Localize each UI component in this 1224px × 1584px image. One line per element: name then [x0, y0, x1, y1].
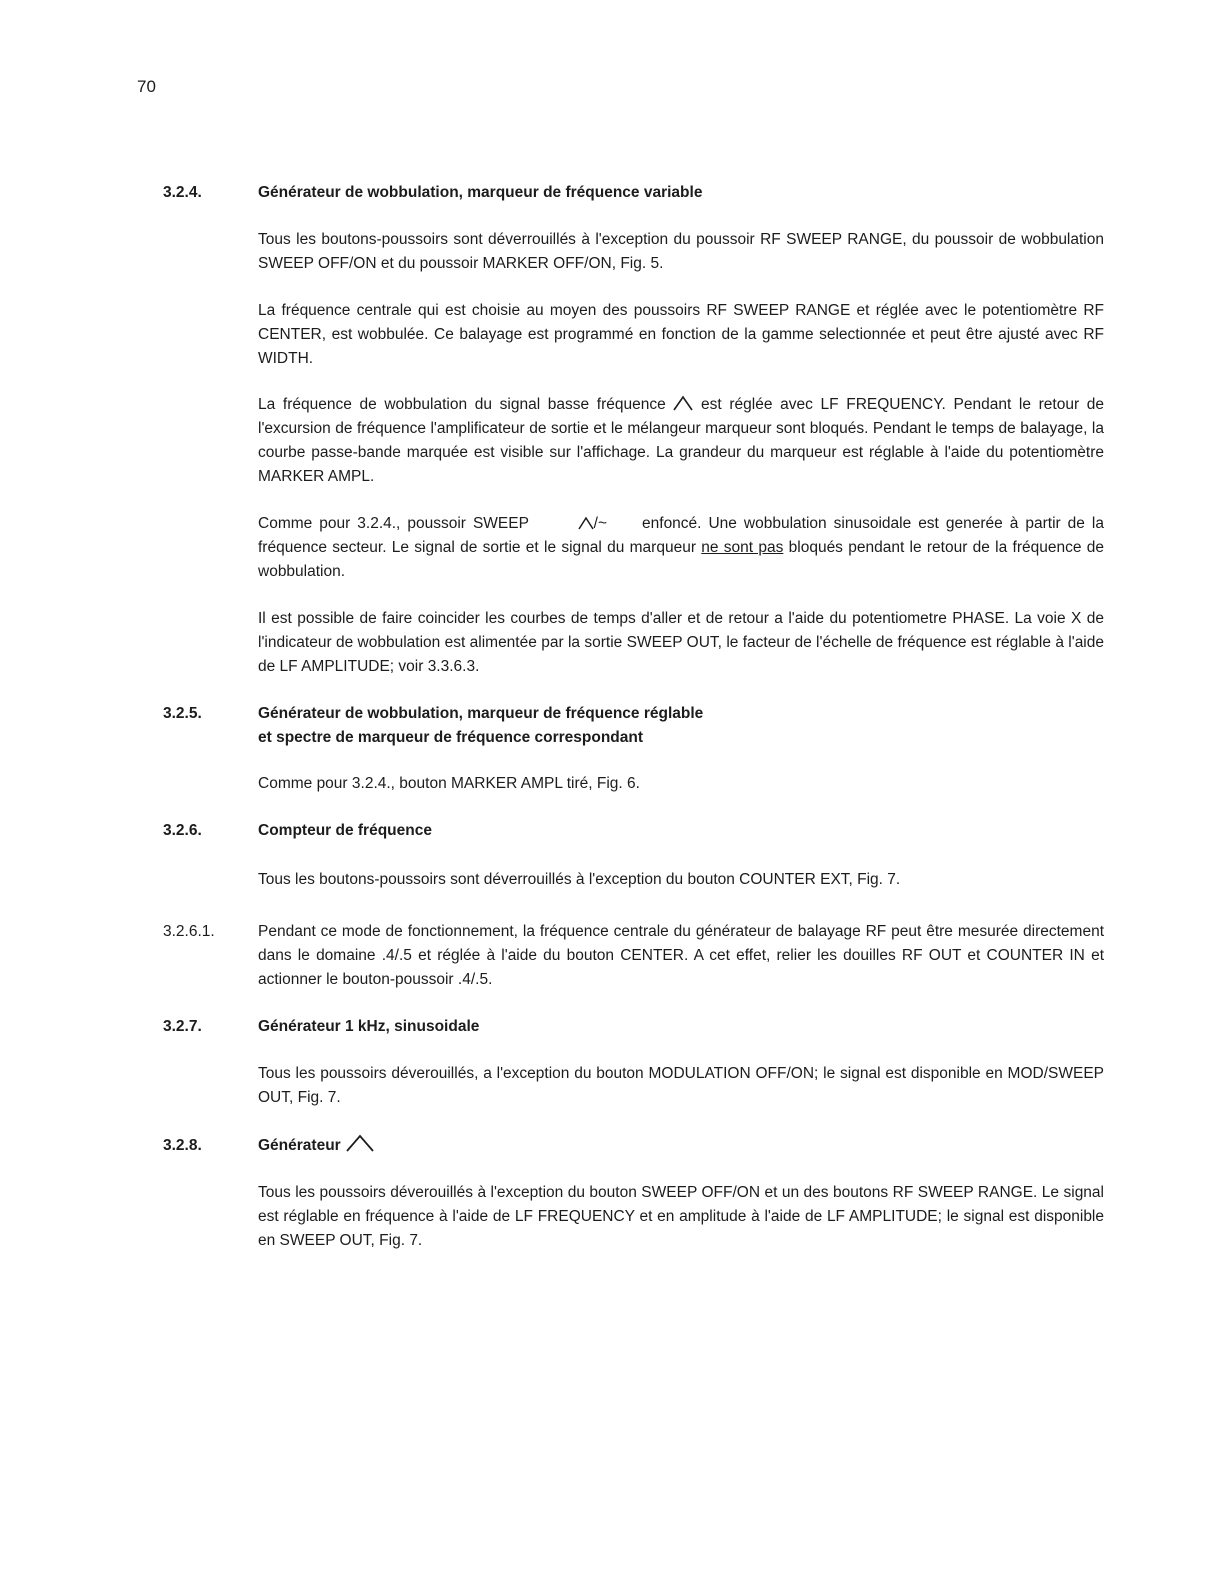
section-number-3-2-8: 3.2.8. — [163, 1137, 202, 1154]
paragraph-text: enfoncé. Une wobbulation sinusoidale est generée à partir de la fréquence secteur. Le signal de sortie et le signal du marqueur — [258, 515, 1104, 556]
paragraph-text: Comme pour 3.2.4., poussoir SWEEP — [258, 515, 529, 532]
paragraph-3-2-4-5 — [258, 607, 1104, 679]
paragraph-3-2-6-1 — [258, 868, 1104, 892]
section-number-3-2-4: 3.2.4. — [163, 184, 202, 201]
paragraph-3-2-4-1 — [258, 228, 1104, 276]
paragraph-3-2-4-2 — [258, 299, 1104, 371]
section-number-3-2-7: 3.2.7. — [163, 1018, 202, 1035]
section-title-text: Générateur — [258, 1137, 341, 1154]
section-title-3-2-6: Compteur de fréquence — [258, 822, 432, 839]
underlined-text: ne sont pas — [701, 539, 784, 556]
triangle-wave-icon — [673, 395, 693, 411]
sine-wave-symbol: /~ — [593, 515, 608, 532]
section-number-3-2-6-1: 3.2.6.1. — [163, 923, 215, 940]
paragraph-text: Comme pour 3.2.4., bouton MARKER AMPL tiré, Fig. 6. — [258, 775, 640, 792]
paragraph-text: est réglée avec LF FREQUENCY. Pendant le retour de l'excursion de fréquence l'amplificateur de sortie et le mélangeur marqueur sont bloqués. Pendant le temps de balayage, la courbe passe-bande marquée est visible sur l'affichage. La grandeur du marqueur est réglable à l'aide du potentiomètre MARKER AMPL. — [258, 396, 1104, 485]
paragraph-3-2-7-1 — [258, 1062, 1104, 1110]
page-number: 70 — [137, 77, 156, 96]
paragraph-3-2-8-1 — [258, 1181, 1104, 1253]
triangle-wave-icon — [345, 1134, 375, 1152]
section-title-3-2-4: Générateur de wobbulation, marqueur de fréquence variable — [258, 184, 703, 201]
paragraph-text: Tous les boutons-poussoirs sont déverrouillés à l'exception du bouton COUNTER EXT, Fig. 7. — [258, 871, 901, 888]
paragraph-text: Pendant ce mode de fonctionnement, la fréquence centrale du générateur de balayage RF peut être mesurée directement dans le domaine .4/.5 et réglée à l'aide du bouton CENTER. A cet effet, relier les douilles RF OUT et COUNTER IN et actionner le bouton-poussoir .4/.5. — [258, 923, 1104, 988]
paragraph-3-2-6-1-1 — [258, 920, 1104, 992]
section-number-3-2-6: 3.2.6. — [163, 822, 202, 839]
section-number-3-2-5: 3.2.5. — [163, 705, 202, 722]
section-title-3-2-5-line2: et spectre de marqueur de fréquence correspondant — [258, 729, 644, 746]
triangle-wave-icon — [578, 516, 594, 530]
paragraph-text: La fréquence centrale qui est choisie au moyen des poussoirs RF SWEEP RANGE et réglée avec le potentiomètre RF CENTER, est wobbulée. Ce balayage est programmé en fonction de la gamme selectionnée et peut être ajusté avec RF WIDTH. — [258, 302, 1104, 367]
section-title-3-2-7: Générateur 1 kHz, sinusoidale — [258, 1018, 480, 1035]
section-title-3-2-8 — [258, 1134, 375, 1158]
paragraph-text: bloqués pendant le retour de la fréquence de wobbulation. — [258, 539, 1104, 580]
paragraph-3-2-4-4 — [258, 512, 1104, 584]
paragraph-text: Tous les poussoirs déverouillés, a l'exception du bouton MODULATION OFF/ON; le signal est disponible en MOD/SWEEP OUT, Fig. 7. — [258, 1065, 1104, 1106]
section-title-3-2-5-line1: Générateur de wobbulation, marqueur de fréquence réglable — [258, 705, 704, 722]
paragraph-3-2-4-3 — [258, 393, 1104, 489]
paragraph-text: Tous les boutons-poussoirs sont déverrouillés à l'exception du poussoir RF SWEEP RANGE, du poussoir de wobbulation SWEEP OFF/ON et du poussoir MARKER OFF/ON, Fig. 5. — [258, 231, 1104, 272]
paragraph-text: Tous les poussoirs déverouillés à l'exception du bouton SWEEP OFF/ON et un des boutons RF SWEEP RANGE. Le signal est réglable en fréquence à l'aide de LF FREQUENCY et en amplitude à l'aide de LF AMPLITUDE; le signal est disponible en SWEEP OUT, Fig. 7. — [258, 1184, 1104, 1249]
paragraph-text: Il est possible de faire coincider les courbes de temps d'aller et de retour a l'aide du potentiometre PHASE. La voie X de l'indicateur de wobbulation est alimentée par la sortie SWEEP OUT, le facteur de l'échelle de fréquence est réglable à l'aide de LF AMPLITUDE; voir 3.3.6.3. — [258, 610, 1104, 675]
paragraph-text: La fréquence de wobbulation du signal basse fréquence — [258, 396, 666, 413]
paragraph-3-2-5-1 — [258, 772, 1104, 796]
